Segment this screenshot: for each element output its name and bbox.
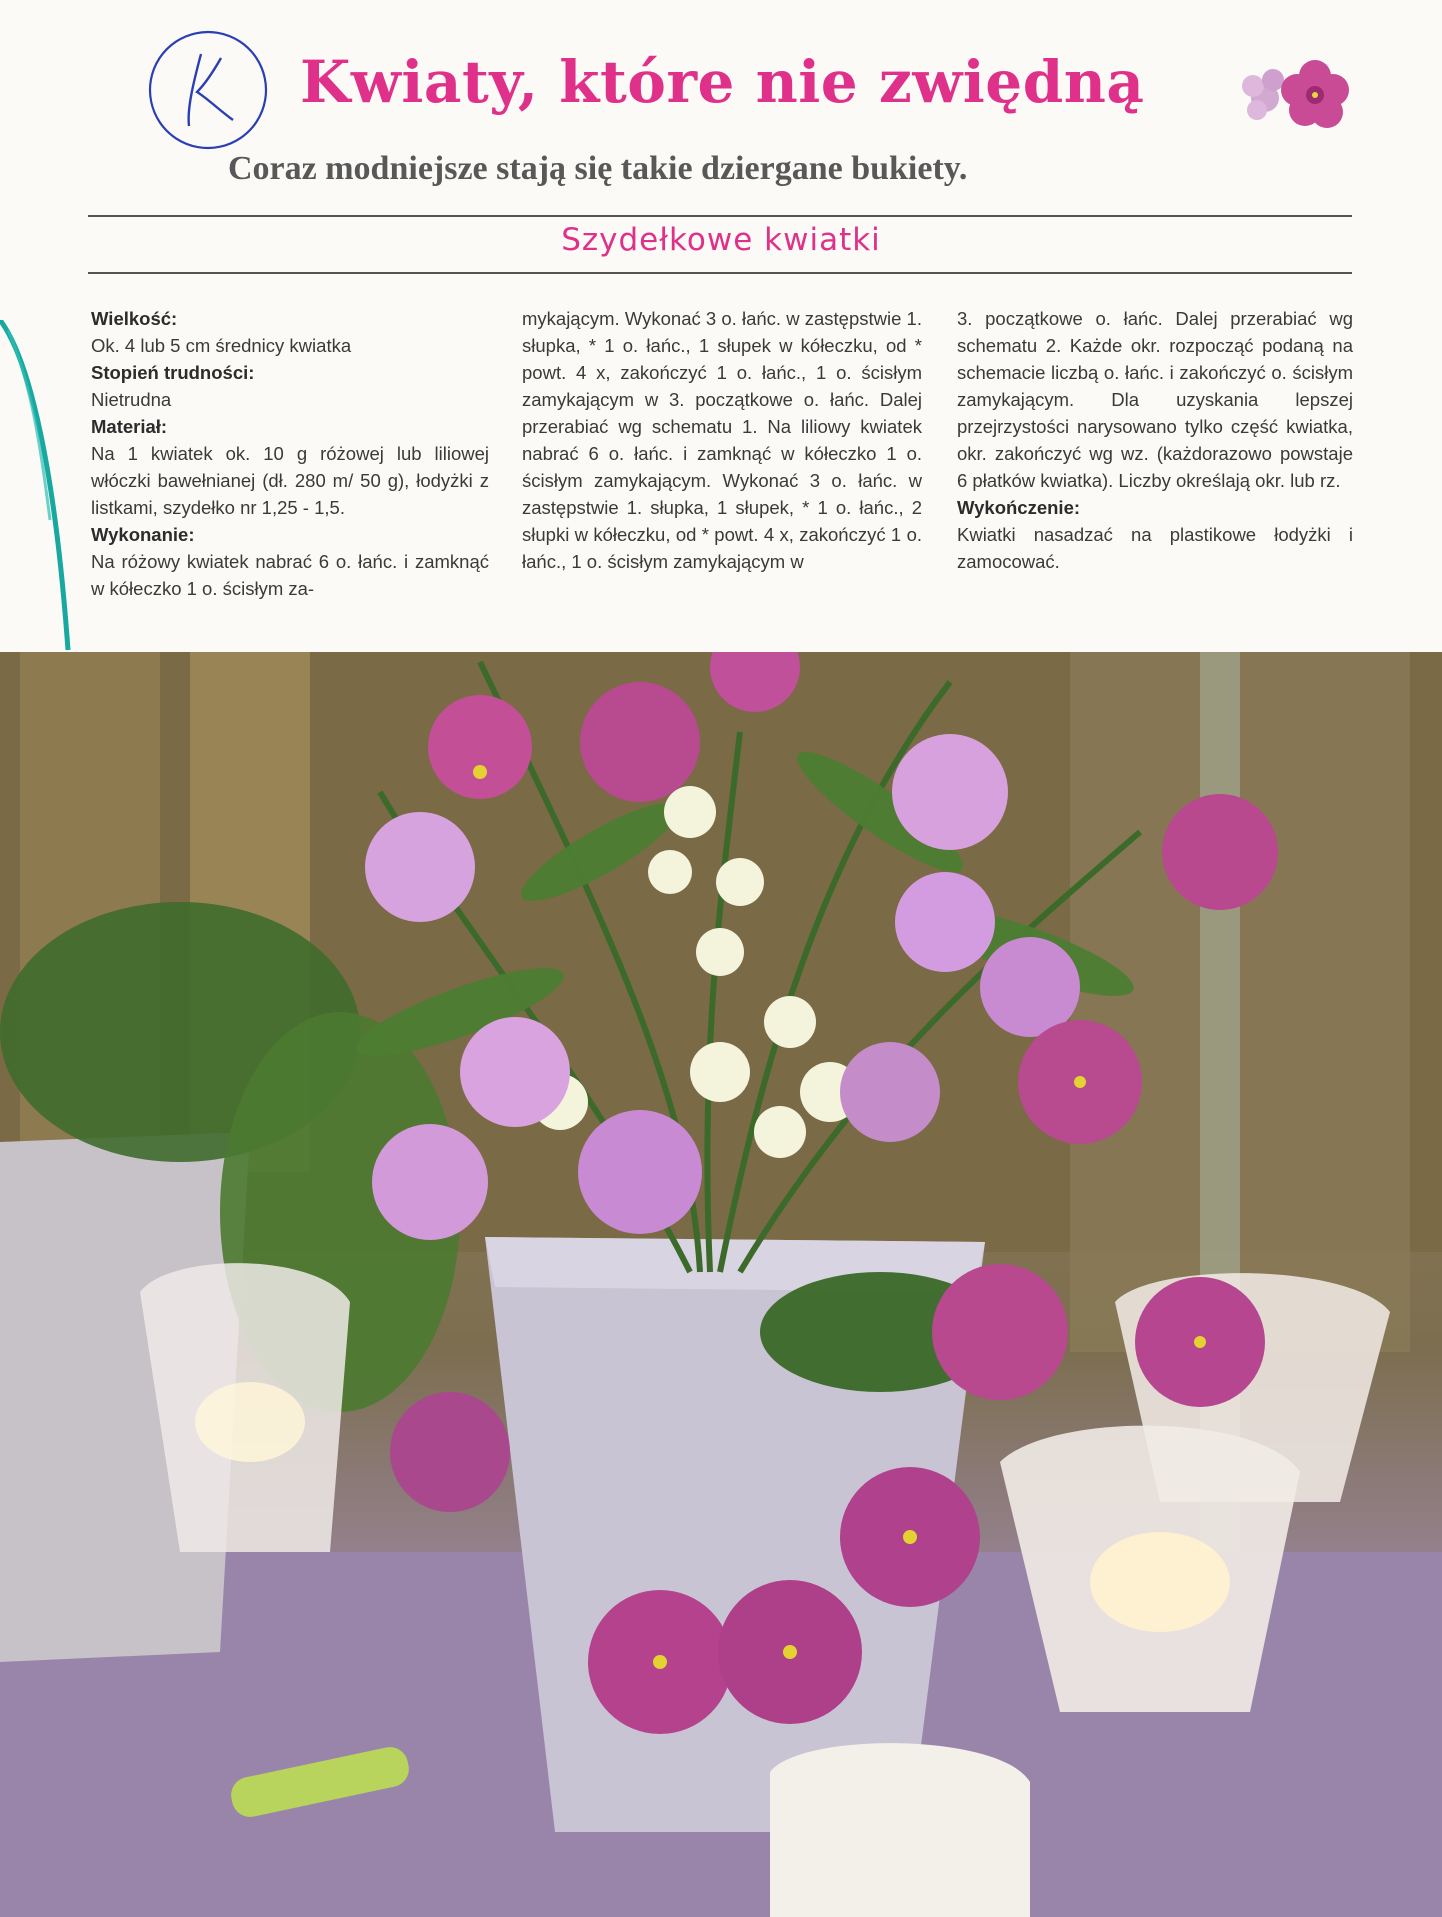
column-paragraph: Ok. 4 lub 5 cm średnicy kwiatka	[91, 335, 352, 356]
decorative-brush-stroke	[0, 320, 90, 650]
column-heading: Materiał:	[91, 416, 168, 437]
column-paragraph: Nietrudna	[91, 389, 172, 410]
text-column-2	[522, 305, 922, 575]
bouquet-photo	[0, 652, 1442, 1917]
mark-letter: K	[207, 103, 209, 105]
section-divider	[88, 272, 1352, 274]
column-paragraph: mykającym. Wykonać 3 o. łańc. w zastępstwie 1. słupka, * 1 o. łańc., 1 słupek w kółeczku, od * powt. 4 x, zakończyć 1 o. łańc., 1 o. ścisłym zamykającym w 3. początkowe o. łańc. Dalej przerabiać wg schematu 1. Na liliowy kwiatek nabrać 6 o. łańc. i zamknąć w kółeczko 1 o. ścisłym zamykającym. Wykonać 3 o. łańc. w zastępstwie 1. słupka, 1 słupek, * 1 o. łańc., 2 słupki w kółeczku, od * powt. 4 x, zakończyć 1 o. łańc., 1 o. ścisłym zamykającym w	[522, 308, 922, 572]
bouquet-illustration	[0, 652, 1442, 1917]
text-column-3	[957, 305, 1353, 575]
circled-letter-k-icon	[143, 24, 273, 154]
column-heading: Wykończenie:	[957, 497, 1081, 518]
top-divider	[88, 215, 1352, 217]
column-heading: Wielkość:	[91, 308, 178, 329]
column-paragraph: 3. początkowe o. łańc. Dalej przerabiać wg schematu 2. Każde okr. rozpocząć podaną na schemacie liczbą o. łańc. i zakończyć o. ścisłym zamykającym. Dla uzyskania lepszej przejrzystości narysowano tylko część kwiatka, okr. zakończyć wg wz. (każdorazowo powstaje 6 płatków kwiatka). Liczby określają okr. lub rz.	[957, 308, 1353, 491]
text-column-1	[91, 305, 489, 602]
column-paragraph: Na 1 kwiatek ok. 10 g różowej lub liliowej włóczki bawełnianej (dł. 280 m/ 50 g), łodyżki z listkami, szydełko nr 1,25 - 1,5.	[91, 443, 489, 518]
column-paragraph: Kwiatki nasadzać na plastikowe łodyżki i zamocować.	[957, 524, 1353, 572]
column-heading: Wykonanie:	[91, 524, 195, 545]
page-title: Kwiaty, które nie zwiędną	[300, 48, 1145, 116]
page-subtitle: Coraz modniejsze stają się takie dziergane bukiety.	[228, 150, 968, 187]
crochet-flower-icon	[1235, 38, 1365, 138]
column-paragraph: Na różowy kwiatek nabrać 6 o. łańc. i zamknąć w kółeczko 1 o. ścisłym za-	[91, 551, 489, 599]
column-heading: Stopień trudności:	[91, 362, 255, 383]
section-title: Szydełkowe kwiatki	[561, 222, 881, 258]
